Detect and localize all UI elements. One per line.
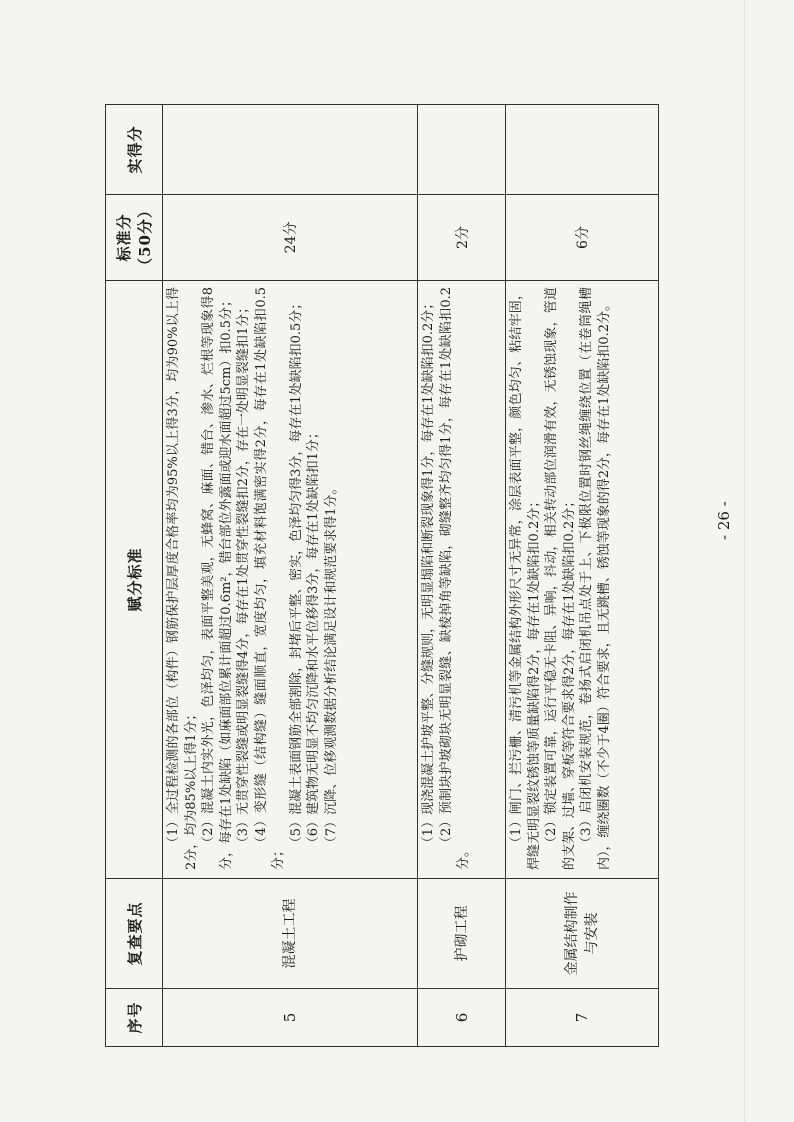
criteria-line: （7）沉降、位移观测数据分析结论满足设计和规范要求得1分。: [323, 481, 339, 850]
page-number: - 26 -: [715, 501, 733, 540]
criteria-line: （1）闸门、拦污栅、清污机等金属结构外形尺寸无异常，涂层表面平整，颜色均匀、粘结牢固，焊缝无明显裂纹锈蚀等质量缺陷得2分，每存在1处缺陷扣0.2分；: [509, 287, 542, 870]
row-point: 护砌工程: [418, 879, 506, 989]
rotated-table-wrapper: [105, 105, 658, 1047]
table-row: [418, 105, 506, 1047]
row-point: 金属结构制作与安装: [506, 879, 659, 989]
row-standard: 6分: [506, 195, 659, 281]
criteria-line: （1）现浇混凝土护坡平整、分缝规则，无明显塌陷和断裂现象得1分，每存在1处缺陷扣0.2分；: [421, 296, 436, 850]
row-criteria: [163, 281, 418, 879]
table-header-row: [106, 105, 163, 1047]
header-point: 复查要点: [106, 879, 163, 989]
scoring-table: [105, 104, 659, 1047]
criteria-line: （2）预制块护坡砌块无明显裂缝、缺棱掉角等缺陷，砌缝整齐均匀得1分，每存在1处缺陷扣0.2分。: [438, 287, 471, 870]
row-standard: 2分: [418, 195, 506, 281]
scan-edge-line: [744, 0, 745, 1122]
criteria-line: （4）变形缝（结构缝）缝面顺直，宽度均匀，填充材料饱满密实得2分，每存在1处缺陷扣0.5分；: [253, 287, 286, 870]
criteria-line: （3）启闭机安装规范，卷扬式启闭机吊点处于上、下极限位置时钢丝绳缠绕位置（在卷筒绳槽内），缠绕圈数（不少于4圈）符合要求，且无跳槽、锈蚀等现象的得2分，每存在1处缺陷扣0.2分。: [579, 287, 612, 870]
criteria-line: （5）混凝土表面钢筋全部割除，封堵后平整、密实，色泽均匀得3分，每存在1处缺陷扣0.5分；: [288, 296, 304, 850]
header-standard: 标准分（50分）: [106, 195, 163, 281]
row-point: 混凝土工程: [163, 879, 418, 989]
header-score: 实得分: [106, 105, 163, 195]
row-score: [163, 105, 418, 195]
criteria-line: （1）全过程检测的各部位（构件）钢筋保护层厚度合格率均为95%以上得3分，均为90%以上得2分，均为85%以上得1分；: [166, 287, 199, 870]
criteria-line: （6）建筑物无明显不均匀沉降和水平位移得3分，每存在1处缺陷扣1分；: [306, 426, 321, 850]
row-criteria: [506, 281, 659, 879]
row-score: [506, 105, 659, 195]
table-row: [163, 105, 418, 1047]
criteria-line: （2）混凝土内实外光，色泽均匀，表面平整美观，无蜂窝、麻面、错台、渗水、烂根等现象得8分，每存在1处缺陷（如麻面部位累计面超过0.6m²，错台部位外露面或迎水面超过5cm）扣0.5分；: [201, 287, 234, 870]
row-criteria: [418, 281, 506, 879]
criteria-line: （3）无贯穿性裂缝或明显裂缝得4分，每存在1处贯穿性裂缝扣2分，存在一处明显裂缝扣1分；: [236, 300, 251, 850]
row-no: 5: [163, 989, 418, 1047]
header-no: 序号: [106, 989, 163, 1047]
table-row: [506, 105, 659, 1047]
criteria-line: （2）锁定装置可靠，运行平稳无卡阻、异响，抖动，相关转动部位润滑有效，无锈蚀现象，管道的支架、过墙、穿板等符合要求得2分，每存在1处缺陷扣0.2分；: [544, 287, 577, 870]
header-criteria: 赋分标准: [106, 281, 163, 879]
row-no: 7: [506, 989, 659, 1047]
row-score: [418, 105, 506, 195]
row-no: 6: [418, 989, 506, 1047]
row-standard: 24分: [163, 195, 418, 281]
